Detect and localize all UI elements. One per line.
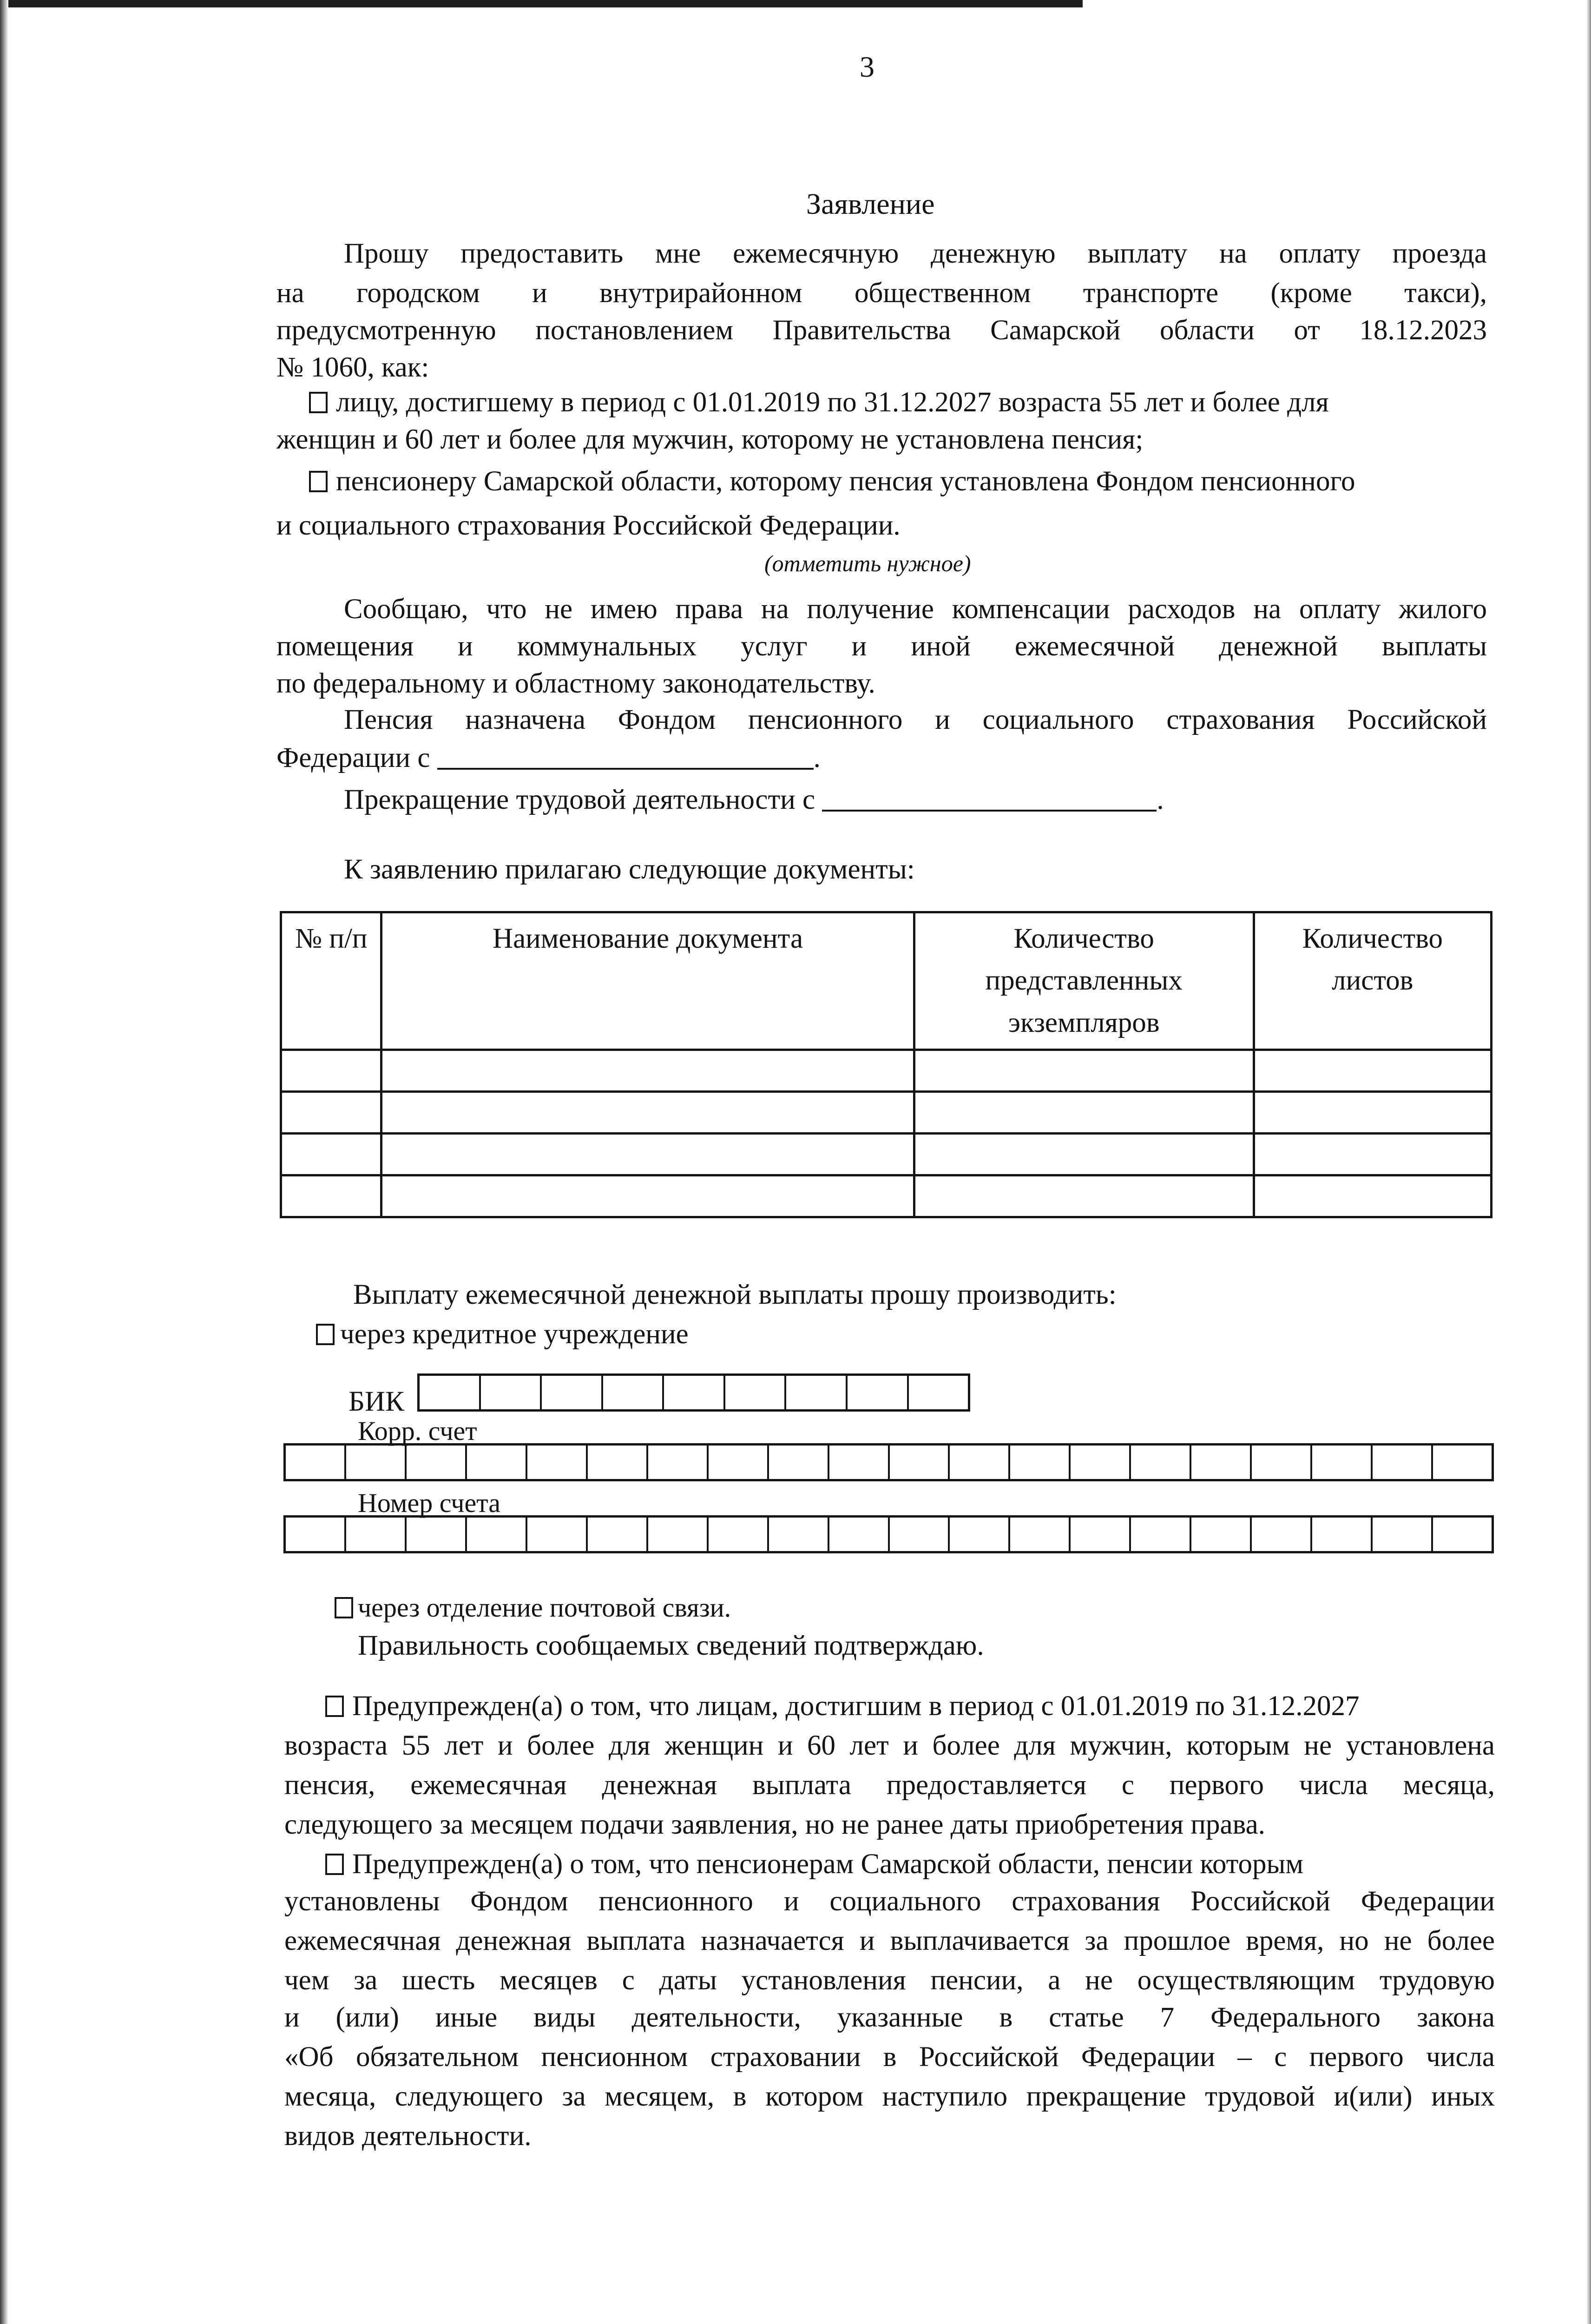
request-line-4: № 1060, как:: [276, 352, 429, 383]
payment-intro: Выплату ежемесячной денежной выплаты прошу производить:: [353, 1279, 1117, 1310]
table-row[interactable]: [281, 1050, 1492, 1091]
table-cell[interactable]: [914, 1091, 1254, 1133]
table-cell[interactable]: [381, 1050, 914, 1091]
corr-account-input[interactable]: [283, 1443, 1494, 1481]
pension-line-2: [276, 739, 821, 778]
request-line-1: Прошу предоставить мне ежемесячную денежную выплату на оплату проезда: [344, 238, 1487, 269]
attach-intro: К заявлению прилагаю следующие документы:: [344, 854, 915, 885]
scan-edge-top: [0, 0, 1083, 7]
payment-post: [335, 1590, 731, 1626]
warning-1-text-2: возраста 55 лет и более для женщин и 60 лет и более для мужчин, которым не установлена: [284, 1730, 1495, 1761]
credit-institution-label: через кредитное учреждение: [340, 1319, 689, 1350]
warning-2-text-4: чем за шесть месяцев с даты установления пенсии, а не осуществляющим трудовую: [284, 1965, 1495, 1996]
account-number-label: Номер счета: [358, 1488, 501, 1518]
option-1-text-2: женщин и 60 лет и более для мужчин, которому не установлена пенсия;: [276, 424, 1144, 455]
post-office-checkbox[interactable]: [335, 1597, 353, 1618]
col-number: № п/п: [281, 912, 381, 1050]
warning-1: [325, 1687, 1360, 1726]
documents-table: [280, 911, 1492, 1218]
table-cell[interactable]: [914, 1175, 1254, 1217]
option-1-text-1: лицу, достигшему в период с 01.01.2019 по 31.12.2027 возраста 55 лет и более для: [336, 387, 1329, 418]
table-cell[interactable]: [1254, 1133, 1491, 1175]
table-cell[interactable]: [1254, 1175, 1491, 1217]
warning-2-text-6: «Об обязательном пенсионном страховании в Российской Федерации – с первого числа: [284, 2041, 1495, 2073]
termination-date-field[interactable]: [822, 786, 1157, 812]
warning-1-text-3: пенсия, ежемесячная денежная выплата предоставляется с первого числа месяца,: [284, 1769, 1495, 1801]
termination-prefix: Прекращение трудовой деятельности с: [344, 784, 815, 815]
table-cell[interactable]: [1254, 1091, 1491, 1133]
warning-2-text-5: и (или) иные виды деятельности, указанные в статье 7 Федерального закона: [284, 2002, 1495, 2033]
option-2-checkbox[interactable]: [309, 471, 328, 492]
table-cell[interactable]: [281, 1133, 381, 1175]
confirm-text: Правильность сообщаемых сведений подтверждаю.: [358, 1630, 984, 1661]
col-document-name: Наименование документа: [381, 912, 914, 1050]
scan-edge-left: [0, 0, 8, 2324]
warning-2-text-2: установлены Фондом пенсионного и социального страхования Российской Федерации: [284, 1886, 1495, 1917]
page-number: 3: [860, 50, 874, 83]
table-row[interactable]: [281, 1091, 1492, 1133]
bik-input[interactable]: [417, 1373, 970, 1412]
table-cell[interactable]: [281, 1175, 381, 1217]
account-number-input[interactable]: [283, 1515, 1494, 1553]
col-sheets: Количество листов: [1254, 912, 1491, 1050]
warning-2-text-1: Предупрежден(а) о том, что пенсионерам Самарской области, пенсии которым: [352, 1849, 1304, 1880]
post-office-label: через отделение почтовой связи.: [358, 1592, 731, 1623]
table-cell[interactable]: [381, 1091, 914, 1133]
warning-1-checkbox[interactable]: [325, 1696, 344, 1717]
warning-2-text-7: месяца, следующего за месяцем, в котором наступило прекращение трудовой и(или) иных: [284, 2081, 1495, 2112]
table-cell[interactable]: [381, 1175, 914, 1217]
table-cell[interactable]: [281, 1050, 381, 1091]
bik-label: БИК: [348, 1386, 404, 1417]
scan-edge-right: [1586, 0, 1591, 2324]
warning-2-text-3: ежемесячная денежная выплата назначается и выплачивается за прошлое время, но не более: [284, 1925, 1495, 1956]
pension-line-1: Пенсия назначена Фондом пенсионного и социального страхования Российской: [344, 704, 1487, 735]
table-cell[interactable]: [381, 1133, 914, 1175]
termination-line: [344, 781, 1164, 819]
credit-institution-checkbox[interactable]: [316, 1324, 335, 1345]
option-2-text-2: и социального страхования Российской Федерации.: [276, 510, 901, 541]
pension-suffix: .: [813, 742, 821, 773]
documents-table-header: [281, 912, 1492, 1050]
warning-1-text-1: Предупрежден(а) о том, что лицам, достигшим в период с 01.01.2019 по 31.12.2027: [352, 1690, 1360, 1722]
mark-needed-note: (отметить нужное): [764, 550, 971, 576]
col-copies: Количество представленных экземпляров: [914, 912, 1254, 1050]
option-2-text-1: пенсионеру Самарской области, которому пенсия установлена Фондом пенсионного: [336, 466, 1355, 497]
inform-line-3: по федеральному и областному законодательству.: [276, 668, 875, 699]
table-row[interactable]: [281, 1133, 1492, 1175]
warning-1-text-4: следующего за месяцем подачи заявления, но не ранее даты приобретения права.: [284, 1809, 1265, 1840]
option-1-checkbox[interactable]: [309, 392, 328, 413]
inform-line-1: Сообщаю, что не имею права на получение компенсации расходов на оплату жилого: [344, 594, 1487, 625]
pension-date-field[interactable]: [437, 744, 814, 770]
option-1: [309, 383, 1329, 422]
table-cell[interactable]: [1254, 1050, 1491, 1091]
table-cell[interactable]: [914, 1133, 1254, 1175]
corr-account-label: Корр. счет: [358, 1416, 477, 1446]
table-cell[interactable]: [281, 1091, 381, 1133]
option-2: [309, 462, 1355, 501]
table-cell[interactable]: [914, 1050, 1254, 1091]
pension-prefix: Федерации с: [276, 742, 430, 773]
warning-2: [325, 1845, 1303, 1884]
request-line-3: предусмотренную постановлением Правительства Самарской области от 18.12.2023: [276, 315, 1487, 346]
request-line-2: на городском и внутрирайонном общественном транспорте (кроме такси),: [276, 277, 1487, 309]
warning-2-checkbox[interactable]: [325, 1854, 344, 1875]
table-row[interactable]: [281, 1175, 1492, 1217]
inform-line-2: помещения и коммунальных услуг и иной ежемесячной денежной выплаты: [276, 631, 1487, 662]
termination-suffix: .: [1157, 784, 1164, 815]
warning-2-text-8: видов деятельности.: [284, 2120, 532, 2152]
payment-credit: [316, 1315, 689, 1354]
page-title: Заявление: [806, 187, 935, 220]
